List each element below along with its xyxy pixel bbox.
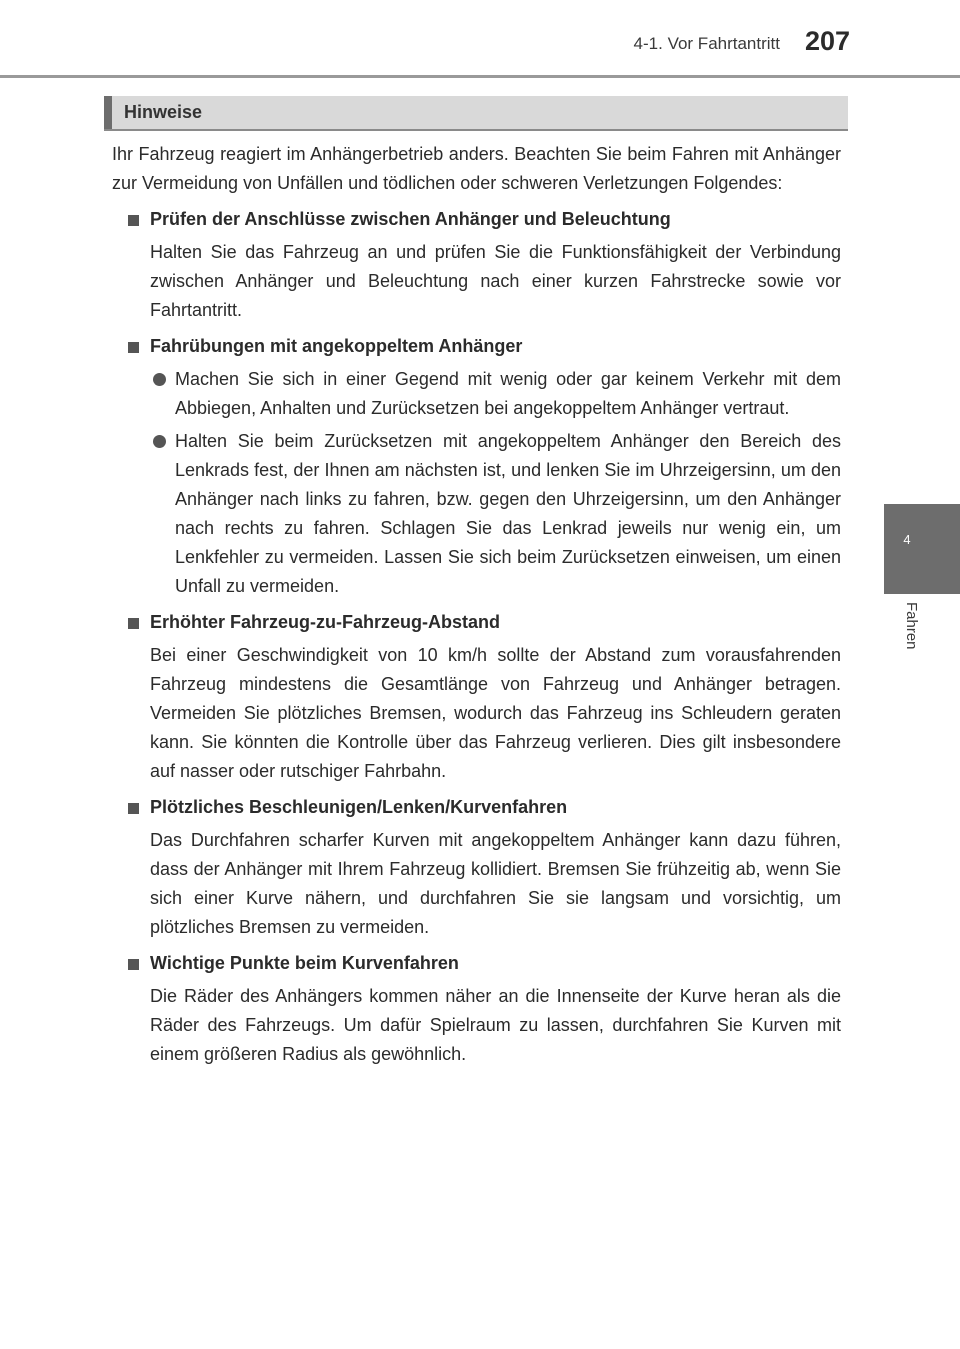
notes-title: Hinweise (124, 102, 203, 122)
list-item (112, 427, 841, 601)
section-heading (112, 332, 841, 361)
section-body: Halten Sie das Fahrzeug an und prüfen Sie die Funktionsfähigkeit der Verbindung zwischen Anhänger und Beleuchtung nach einer kurzen Fahrstrecke sowie vor Fahrtantritt. (150, 242, 841, 320)
notes-header (104, 96, 848, 131)
square-bullet-icon (128, 959, 139, 970)
square-bullet-icon (128, 803, 139, 814)
section-heading-text: Fahrübungen mit angekoppeltem Anhänger (150, 336, 523, 356)
section-heading-text: Prüfen der Anschlüsse zwischen Anhänger und Beleuchtung (150, 209, 671, 229)
page-number: 207 (804, 26, 850, 56)
section-heading (112, 793, 841, 822)
section-body: Die Räder des Anhängers kommen näher an die Innenseite der Kurve heran als die Räder des Fahrzeugs. Um dafür Spielraum zu lassen, durchfahren Sie Kurven mit einem größeren Radius als gewöhnlich. (150, 986, 841, 1064)
header-divider (0, 75, 960, 78)
list-item (112, 365, 841, 423)
square-bullet-icon (128, 342, 139, 353)
section-heading-text: Plötzliches Beschleunigen/Lenken/Kurvenfahren (150, 797, 568, 817)
list-item-text: Machen Sie sich in einer Gegend mit wenig oder gar keinem Verkehr mit dem Abbiegen, Anhalten und Zurücksetzen bei angekoppeltem Anhänger vertraut. (175, 369, 841, 418)
section-heading (112, 949, 841, 978)
notes-intro: Ihr Fahrzeug reagiert im Anhängerbetrieb anders. Beachten Sie beim Fahren mit Anhänger zur Vermeidung von Unfällen und tödlichen oder schweren Verletzungen Folgendes: (112, 144, 841, 193)
section-heading (112, 205, 841, 234)
section-heading (112, 608, 841, 637)
square-bullet-icon (128, 618, 139, 629)
chapter-number: 4 (903, 532, 911, 547)
round-bullet-icon (153, 373, 166, 386)
section-body: Bei einer Geschwindigkeit von 10 km/h sollte der Abstand zum vorausfahrenden Fahrzeug mindestens die Gesamtlänge von Fahrzeug und Anhänger betragen. Vermeiden Sie plötzliches Bremsen, wodurch das Fahrzeug ins Schleudern geraten kann. Sie könnten die Kontrolle über das Fahrzeug verlieren. Dies gilt insbesondere auf nasser oder rutschiger Fahrbahn. (150, 645, 841, 781)
chapter-tab[interactable] (884, 504, 960, 594)
section-heading-text: Erhöhter Fahrzeug-zu-Fahrzeug-Abstand (150, 612, 500, 632)
notes-accent (104, 96, 112, 129)
notes-content (112, 140, 841, 1076)
section-heading-text: Wichtige Punkte beim Kurvenfahren (150, 953, 459, 973)
round-bullet-icon (153, 435, 166, 448)
section-title: 4-1. Vor Fahrtantritt (633, 34, 780, 53)
chapter-label: Fahren (903, 602, 920, 650)
square-bullet-icon (128, 215, 139, 226)
section-body: Das Durchfahren scharfer Kurven mit angekoppeltem Anhänger kann dazu führen, dass der Anhänger mit Ihrem Fahrzeug kollidiert. Bremsen Sie frühzeitig ab, wenn Sie sich einer Kurve nähern, und durchfahren Sie sie langsam und vorsichtig, um plötzliches Bremsen zu vermeiden. (150, 830, 841, 937)
list-item-text: Halten Sie beim Zurücksetzen mit angekoppeltem Anhänger den Bereich des Lenkrads fest, der Ihnen am nächsten ist, und lenken Sie im Uhrzeigersinn, um den Anhänger nach links zu fahren, bzw. gegen den Uhrzeigersinn, um den Anhänger nach rechts zu fahren. Schlagen Sie das Lenkrad jeweils nur wenig ein, um Lenkfehler zu vermeiden. Lassen Sie sich beim Zurücksetzen einweisen, um einen Unfall zu vermeiden. (175, 431, 841, 596)
